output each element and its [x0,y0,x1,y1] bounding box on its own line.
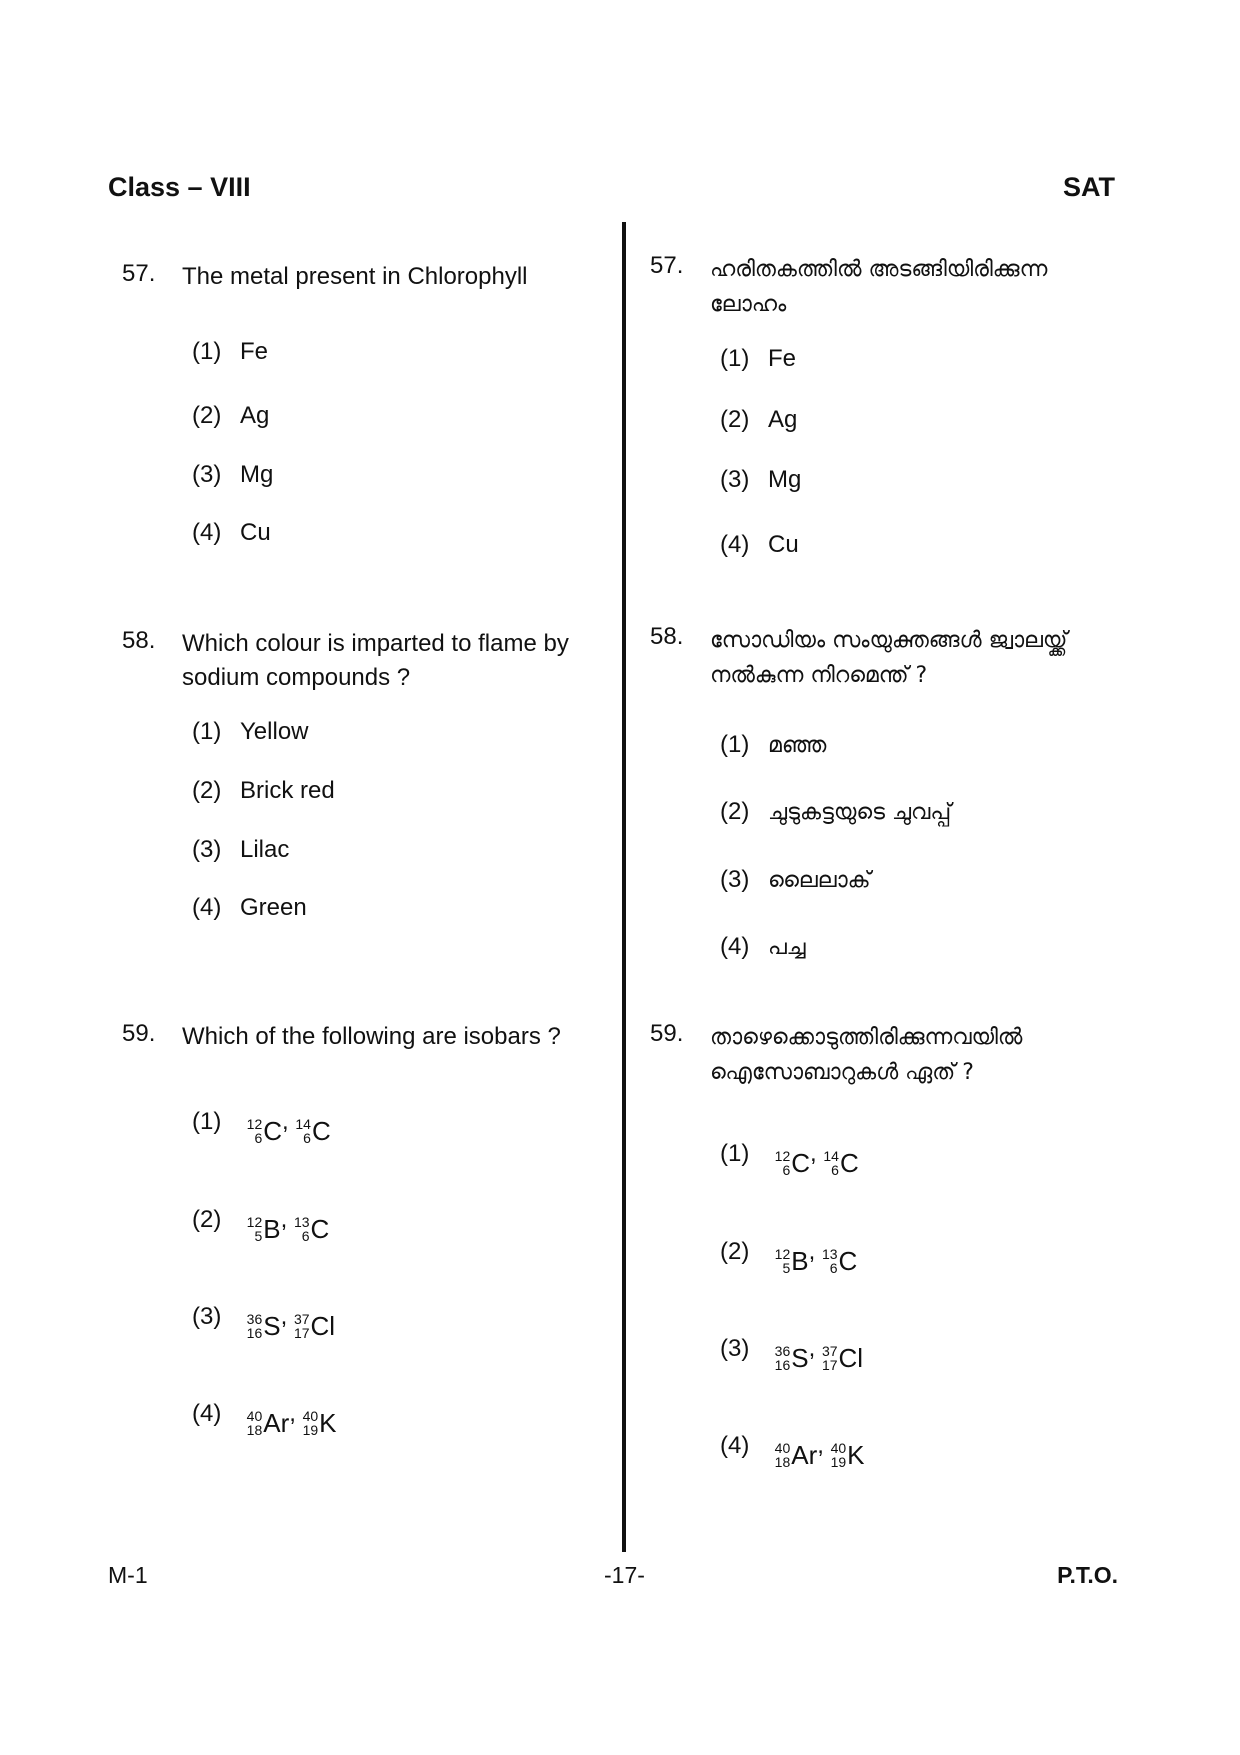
option-1: (1) 12 6 C , 14 6 C [192,1108,331,1146]
option-3: (3) Mg [192,461,274,488]
question-number: 58. [650,623,684,650]
column-divider [622,222,626,1552]
question-number: 59. [122,1020,156,1047]
option-1: (1) Fe [192,338,269,365]
isotope-pair: 36 16 S , 37 17 Cl [246,1303,336,1341]
option-2: (2) Brick red [192,777,335,804]
isotope-pair: 12 5 B , 13 6 C [246,1206,330,1244]
option-1: (1) Yellow [192,718,309,745]
isotope-pair: 40 18 Ar , 40 19 K [246,1400,337,1438]
option-2: (2) Ag [720,406,798,433]
option-3: (3) 36 16 S , 37 17 Cl [720,1335,864,1373]
question-text: Which of the following are isobars ? [182,1023,561,1050]
question-text: Which colour is imparted to flame by sodium compounds ? [182,630,569,691]
option-4: (4) Cu [720,531,799,558]
exam-label: SAT [1063,172,1115,202]
option-1: (1) മഞ്ഞ [720,731,827,758]
question-text: സോഡിയം സംയുക്തങ്ങൾ ജ്വാലയ്ക്ക് നൽകുന്ന നിറമെന്ത് ? [710,628,1068,688]
isotope-pair: 12 5 B , 13 6 C [774,1238,858,1276]
pto-label: P.T.O. [1057,1562,1118,1588]
question-number: 57. [122,260,156,287]
question-number: 57. [650,252,684,279]
class-label: Class – VIII [108,172,251,202]
option-4: (4) Green [192,894,307,921]
option-1: (1) 12 6 C , 14 6 C [720,1140,859,1178]
isotope-pair: 40 18 Ar , 40 19 K [774,1432,865,1470]
option-3: (3) Mg [720,466,802,493]
question-number: 58. [122,627,156,654]
option-1: (1) Fe [720,345,797,372]
isotope-pair: 12 6 C , 14 6 C [774,1140,859,1178]
option-3: (3) ലൈലാക് [720,866,871,893]
footer-code: M-1 [108,1562,148,1588]
question-text: The metal present in Chlorophyll [182,263,528,290]
option-4: (4) Cu [192,519,271,546]
question-number: 59. [650,1020,684,1047]
option-2: (2) 12 5 B , 13 6 C [720,1238,858,1276]
isotope-pair: 36 16 S , 37 17 Cl [774,1335,864,1373]
page-number: -17- [604,1562,645,1588]
option-2: (2) 12 5 B , 13 6 C [192,1206,330,1244]
option-4: (4) പച്ച [720,933,806,960]
isotope-pair: 12 6 C , 14 6 C [246,1108,331,1146]
question-text: ഹരിതകത്തിൽ അടങ്ങിയിരിക്കുന്ന ലോഹം [710,257,1048,317]
option-2: (2) ചുടുകട്ടയുടെ ചുവപ്പ് [720,798,952,825]
question-text: താഴെക്കൊടുത്തിരിക്കുന്നവയിൽ ഐസോബാറുകൾ ഏത് ? [710,1025,1023,1085]
option-3: (3) 36 16 S , 37 17 Cl [192,1303,336,1341]
option-3: (3) Lilac [192,836,290,863]
option-2: (2) Ag [192,402,270,429]
option-4: (4) 40 18 Ar , 40 19 K [720,1432,865,1470]
option-4: (4) 40 18 Ar , 40 19 K [192,1400,337,1438]
